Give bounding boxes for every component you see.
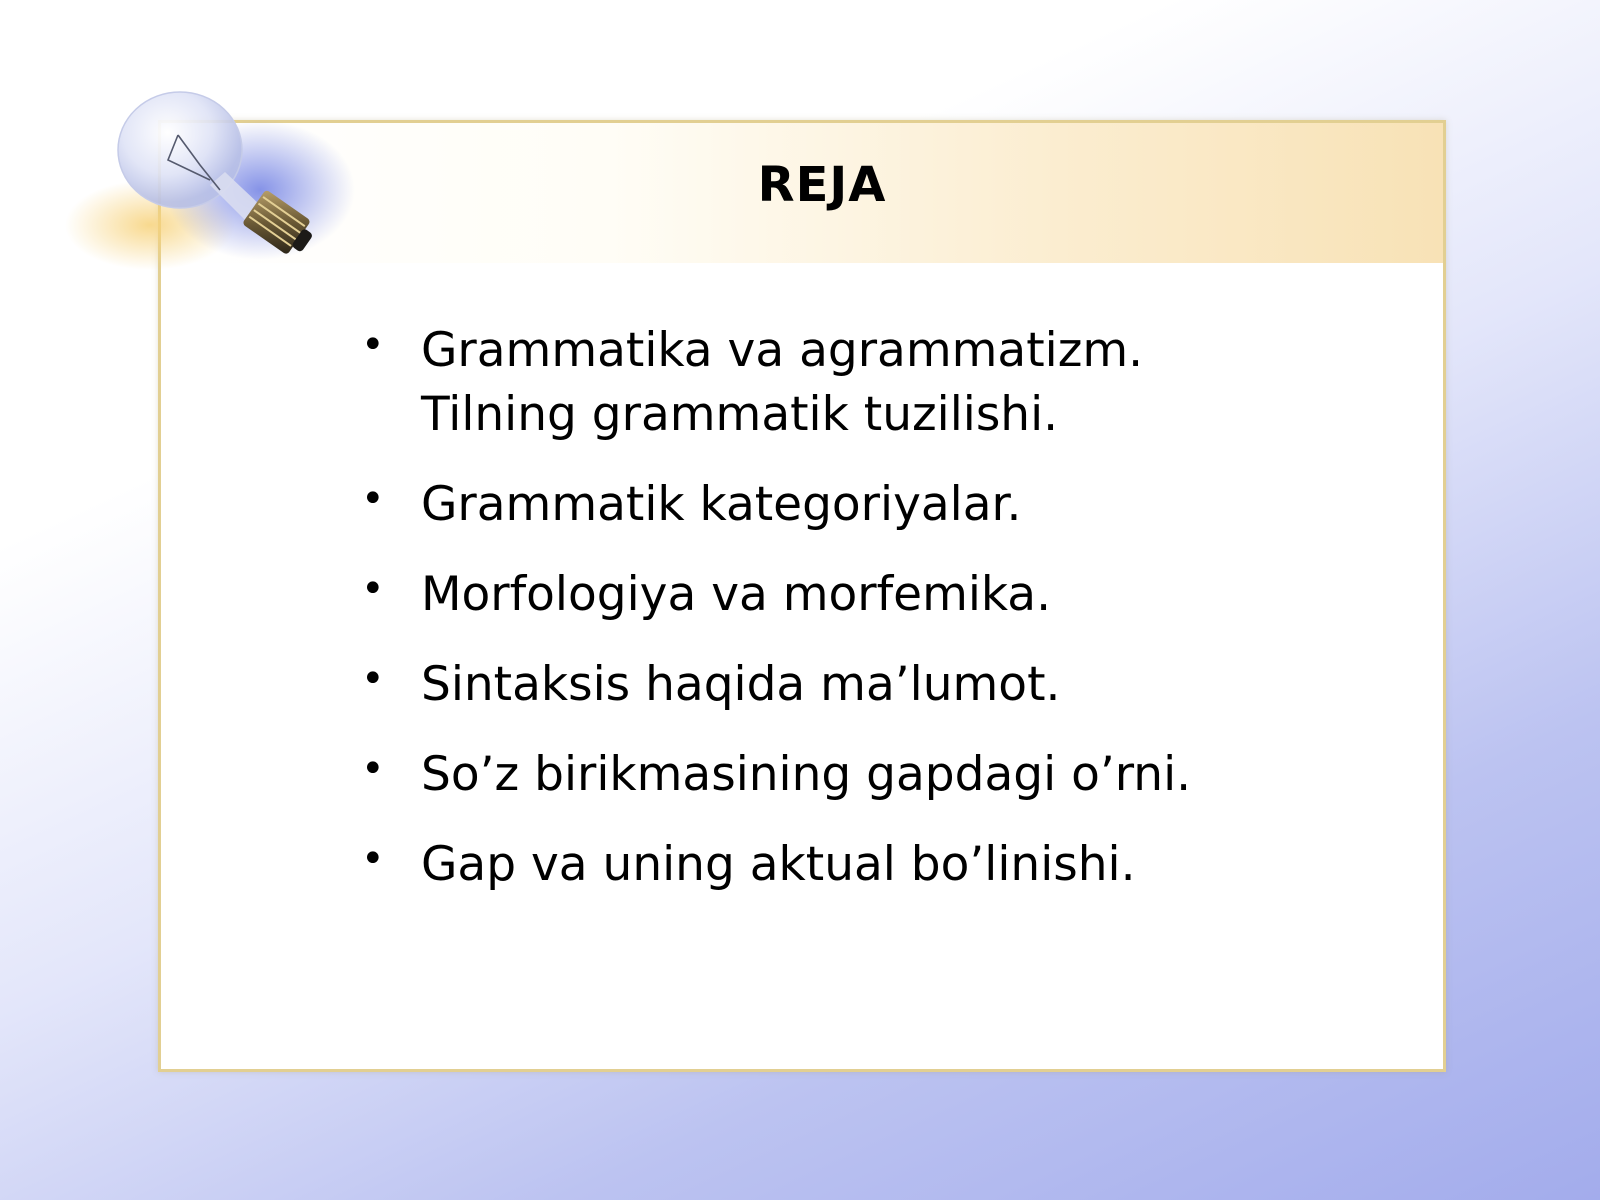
bullet-icon: •	[361, 746, 385, 792]
list-item-text: Morfologiya va morfemika.	[421, 567, 1052, 622]
list-item	[361, 653, 1361, 717]
list-item	[361, 473, 1361, 537]
list-item-text: Grammatik kategoriyalar.	[421, 477, 1022, 532]
list-item	[361, 319, 1361, 447]
list-item-text: Sintaksis haqida ma’lumot.	[421, 657, 1061, 712]
bullet-list	[361, 319, 1361, 923]
bullet-icon: •	[361, 836, 385, 882]
list-item-text: Grammatika va agrammatizm.	[421, 323, 1144, 378]
list-item-text: So’z birikmasining gapdagi o’rni.	[421, 747, 1192, 802]
list-item	[361, 743, 1361, 807]
list-item	[361, 563, 1361, 627]
bullet-icon: •	[361, 476, 385, 522]
list-item	[361, 833, 1361, 897]
bullet-icon: •	[361, 322, 385, 368]
bullet-icon: •	[361, 656, 385, 702]
list-item-text: Tilning grammatik tuzilishi.	[421, 387, 1059, 442]
light-bulb-icon	[60, 80, 360, 280]
bullet-icon: •	[361, 566, 385, 612]
list-item-text: Gap va uning aktual bo’linishi.	[421, 837, 1136, 892]
slide-title: REJA	[757, 157, 887, 213]
